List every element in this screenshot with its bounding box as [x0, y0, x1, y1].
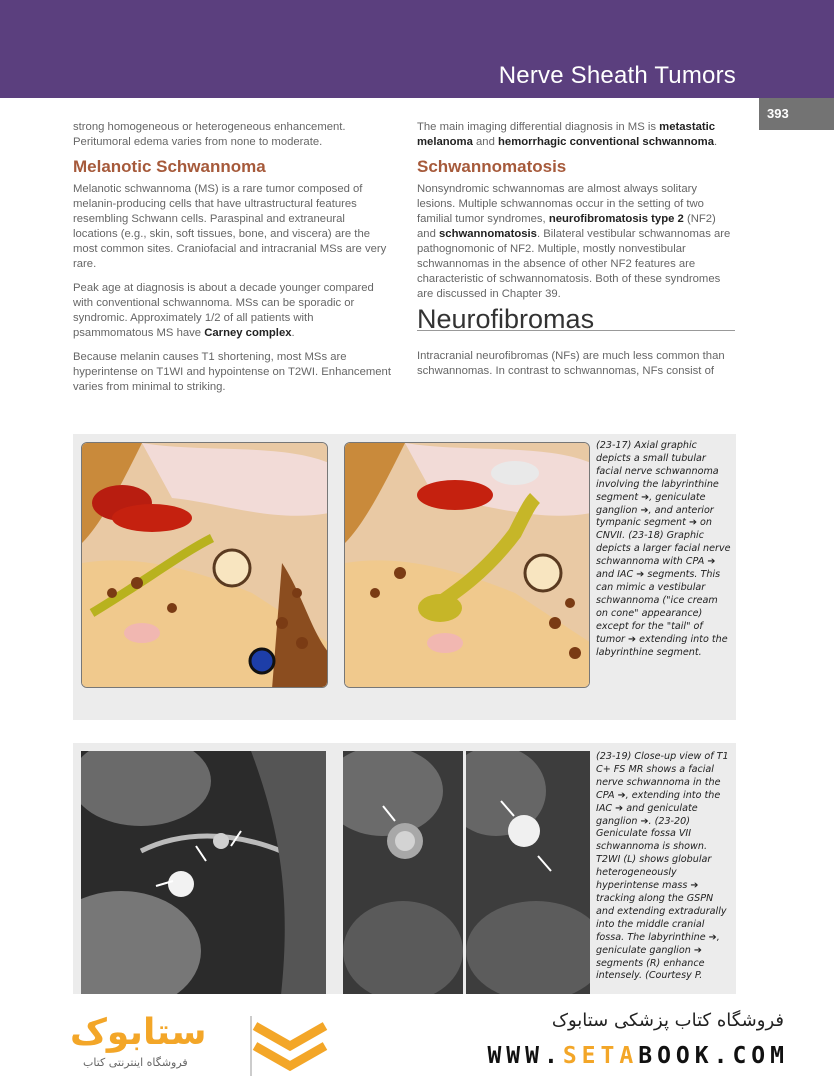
setabook-logo: ستابوک: [70, 1012, 207, 1053]
section-heading-melanotic: Melanotic Schwannoma: [73, 157, 266, 176]
section-title-neurofibromas: Neurofibromas: [417, 312, 735, 331]
right-intro-paragraph: The main imaging differential diagnosis in MS is metastatic melanoma and hemorrhagic conventional schwannoma.: [417, 121, 718, 148]
melanotic-paragraph-1: Melanotic schwannoma (MS) is a rare tumor composed of melanin-producing cells that have ultrastructural features resembling Schwann cells. Paraspinal and extraneural locations (e.g., skin, soft tissues, bone, and viscera) are the most common sites. Craniofacial and intracranial MSs are very rare.: [73, 183, 387, 270]
mri-image-2: [343, 751, 463, 995]
figure-23-19-mri: [81, 751, 326, 995]
neurofibromas-paragraph: Intracranial neurofibromas (NFs) are much less common than schwannomas. In contrast to schwannomas, NFs consist of: [417, 350, 725, 377]
figure-panel-graphics: [73, 434, 736, 720]
figure-23-20-t2wi: [343, 751, 463, 995]
left-intro-paragraph: strong homogeneous or heterogeneous enhancement. Peritumoral edema varies from none to moderate.: [73, 121, 346, 148]
section-heading-schwannomatosis: Schwannomatosis: [417, 157, 567, 176]
mri-image-1: [81, 751, 326, 995]
figure-23-20-enhanced: [466, 751, 590, 995]
figure-panel-mri: [73, 743, 736, 995]
page-header: [0, 0, 834, 98]
store-name: فروشگاه کتاب پزشکی ستابوک: [551, 1010, 784, 1031]
left-column: [73, 120, 391, 404]
skull-base-illustration-2: [345, 443, 590, 688]
figure-23-18-graphic: [344, 442, 590, 688]
melanotic-paragraph-3: Because melanin causes T1 shortening, most MSs are hyperintense on T1WI and hypointense on T2WI. Enhancement varies from minimal to striking.: [73, 351, 391, 393]
logo-subtitle: فروشگاه اینترنتی کتاب: [83, 1056, 188, 1069]
store-url[interactable]: WWW.SETABOOK.COM: [487, 1043, 789, 1069]
skull-base-illustration-1: [82, 443, 328, 688]
figure-2-caption: (23-19) Close-up view of T1 C+ FS MR shows a facial nerve schwannoma in the CPA ➔, extending into the IAC ➔ and geniculate ganglion ➔. (23-20) Geniculate fossa VII schwannoma is shown. T2WI (L) shows globular heterogeneously hyperintense mass ➔ tracking along the GSPN and extending extradurally into the middle cranial fossa. The labyrinthine ➔, geniculate ganglion ➔ segments (R) enhance intensely. (Courtesy P.: [596, 751, 729, 982]
melanotic-paragraph-2: Peak age at diagnosis is about a decade younger compared with conventional schwannoma. MSs can be sporadic or syndromic. Approximately 1/2 of all patients with psammomatous MS have Carney complex.: [73, 282, 374, 339]
page-number: 393: [759, 98, 834, 130]
mri-image-3: [466, 751, 590, 995]
chapter-title: Nerve Sheath Tumors: [498, 62, 736, 89]
schwannomatosis-paragraph: Nonsyndromic schwannomas are almost always solitary lesions. Multiple schwannomas occur in the setting of two familial tumor syndromes, neurofibromatosis type 2 (NF2) and schwannomatosis. Bilateral vestibular schwannomas are pathognomonic of NF2. Multiple, mostly nonvestibular schwannomas in the absence of other NF2 features are characteristic of schwannomatosis. Both of these syndromes are discussed in Chapter 39.: [417, 183, 731, 300]
right-column: [417, 120, 735, 388]
chevron-logo-icon: [250, 1016, 330, 1076]
carney-complex-term: Carney complex: [204, 327, 292, 339]
figure-23-17-graphic: [81, 442, 328, 688]
figure-1-caption: (23-17) Axial graphic depicts a small tubular facial nerve schwannoma involving the labyrinthine segment ➔, geniculate ganglion ➔, and anterior tympanic segment ➔ on CNVII. (23-18) Graphic depicts a larger facial nerve schwannoma with CPA ➔ and IAC ➔ segments. This can mimic a vestibular schwannoma ("ice cream on cone" appearance) except for the "tail" of tumor ➔ extending into the labyrinthine segment.: [596, 440, 731, 658]
